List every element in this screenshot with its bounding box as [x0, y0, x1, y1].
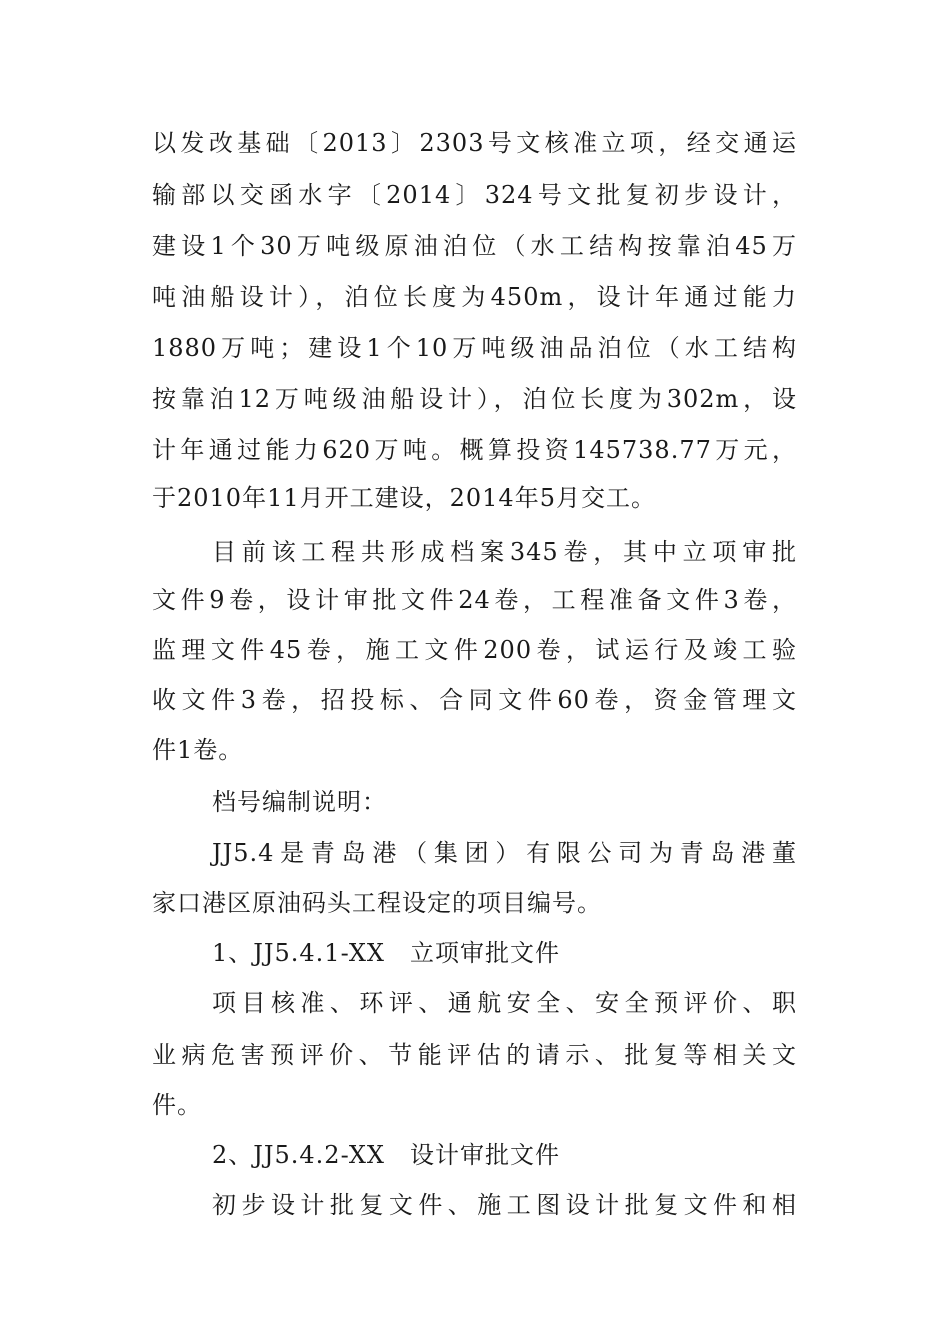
paragraph-line: 目前该工程共形成档案345卷，其中立项审批: [212, 538, 797, 566]
paragraph-line: 件1卷。: [152, 736, 244, 764]
paragraph-line: JJ5.4是青岛港（集团）有限公司为青岛港董: [212, 839, 797, 867]
paragraph-line: 监理文件45卷，施工文件200卷，试运行及竣工验: [152, 636, 797, 664]
section-heading: 2、JJ5.4.2-XX 设计审批文件: [212, 1141, 561, 1169]
paragraph-line: 于2010年11月开工建设，2014年5月交工。: [152, 484, 656, 512]
section-label: 档号编制说明：: [212, 788, 387, 816]
paragraph-line: 计年通过能力620万吨。概算投资145738.77万元，: [152, 436, 797, 464]
paragraph-line: 以发改基础〔2013〕2303号文核准立项，经交通运: [152, 129, 797, 157]
paragraph-line: 家口港区原油码头工程设定的项目编号。: [152, 889, 602, 917]
paragraph-line: 建设1个30万吨级原油泊位（水工结构按靠泊45万: [152, 232, 797, 260]
paragraph-line: 业病危害预评价、节能评估的请示、批复等相关文: [152, 1041, 797, 1069]
paragraph-line: 输部以交函水字〔2014〕324号文批复初步设计，: [152, 181, 797, 209]
paragraph-line: 初步设计批复文件、施工图设计批复文件和相: [212, 1191, 797, 1219]
paragraph-line: 按靠泊12万吨级油船设计），泊位长度为302m，设: [152, 385, 797, 413]
paragraph-line: 件。: [152, 1091, 202, 1119]
paragraph-line: 收文件3卷，招投标、合同文件60卷，资金管理文: [152, 686, 797, 714]
paragraph-line: 项目核准、环评、通航安全、安全预评价、职: [212, 989, 797, 1017]
paragraph-line: 文件9卷，设计审批文件24卷，工程准备文件3卷，: [152, 586, 797, 614]
section-heading: 1、JJ5.4.1-XX 立项审批文件: [212, 939, 561, 967]
paragraph-line: 吨油船设计），泊位长度为450m，设计年通过能力: [152, 283, 797, 311]
paragraph-line: 1880万吨；建设1个10万吨级油品泊位（水工结构: [152, 334, 797, 362]
